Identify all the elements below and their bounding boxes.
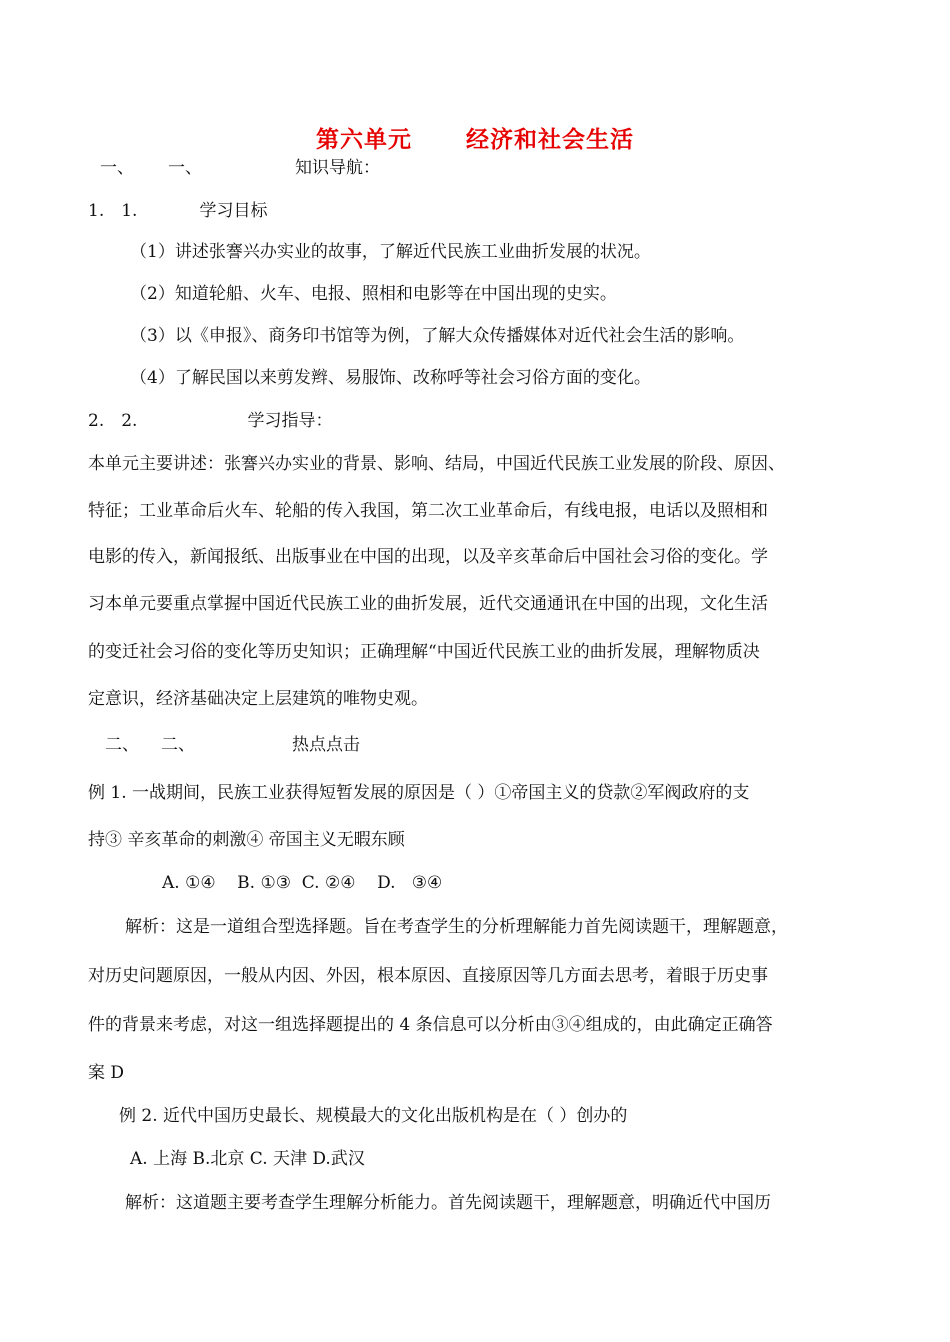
- example1-question-line: 例 1. 一战期间，民族工业获得短暂发展的原因是（ ）①帝国主义的贷款②军阀政府的支: [88, 783, 750, 803]
- example1-analysis-line: 对历史问题原因，一般从内因、外因，根本原因、直接原因等几方面去思考，着眼于历史事: [88, 966, 768, 986]
- example2-analysis: 解析：这道题主要考查学生理解分析能力。首先阅读题干，理解题意，明确近代中国历: [125, 1193, 771, 1213]
- title-topic: 经济和社会生活: [466, 126, 634, 153]
- goal-item: （3）以《申报》、商务印书馆等为例，了解大众传播媒体对近代社会生活的影响。: [130, 326, 745, 346]
- example1-question-line: 持③ 辛亥革命的刺激④ 帝国主义无暇东顾: [88, 830, 405, 850]
- section-heading-2: 二、 二、 热点点击: [105, 735, 360, 755]
- page-title: [0, 121, 950, 154]
- goal-item: （1）讲述张謇兴办实业的故事，了解近代民族工业曲折发展的状况。: [130, 242, 651, 262]
- example1-analysis-line: 案 D: [88, 1063, 125, 1083]
- section-heading-1: 一、 一、 知识导航：: [100, 158, 380, 178]
- example1-options: A. ①④ B. ①③ C. ②④ D. ③④: [162, 873, 443, 893]
- guide-paragraph-line: 习本单元要重点掌握中国近代民族工业的曲折发展，近代交通通讯在中国的出现，文化生活: [88, 594, 768, 614]
- goals-heading: 1. 1. 学习目标: [88, 201, 268, 221]
- example1-analysis-line: 解析：这是一道组合型选择题。旨在考查学生的分析理解能力首先阅读题干，理解题意，: [125, 917, 788, 937]
- example1-analysis-line: 件的背景来考虑，对这一组选择题提出的 4 条信息可以分析由③④组成的，由此确定正确答: [88, 1015, 773, 1035]
- guide-paragraph-line: 电影的传入，新闻报纸、出版事业在中国的出现，以及辛亥革命后中国社会习俗的变化。学: [88, 547, 768, 567]
- guide-paragraph-line: 的变迁社会习俗的变化等历史知识；正确理解“中国近代民族工业的曲折发展，理解物质决: [88, 642, 760, 662]
- guide-paragraph-line: 本单元主要讲述：张謇兴办实业的背景、影响、结局，中国近代民族工业发展的阶段、原因、: [88, 454, 785, 474]
- example2-options: A. 上海 B.北京 C. 天津 D.武汉: [130, 1149, 365, 1169]
- guide-heading: 2. 2. 学习指导：: [88, 411, 333, 431]
- goal-item: （2）知道轮船、火车、电报、照相和电影等在中国出现的史实。: [130, 284, 617, 304]
- guide-paragraph-line: 定意识，经济基础决定上层建筑的唯物史观。: [88, 689, 428, 709]
- guide-paragraph-line: 特征；工业革命后火车、轮船的传入我国，第二次工业革命后，有线电报，电话以及照相和: [88, 501, 768, 521]
- goal-item: （4）了解民国以来剪发辫、易服饰、改称呼等社会习俗方面的变化。: [130, 368, 651, 388]
- example2-question: 例 2. 近代中国历史最长、规模最大的文化出版机构是在（ ）创办的: [119, 1106, 628, 1126]
- title-unit: 第六单元: [316, 126, 412, 153]
